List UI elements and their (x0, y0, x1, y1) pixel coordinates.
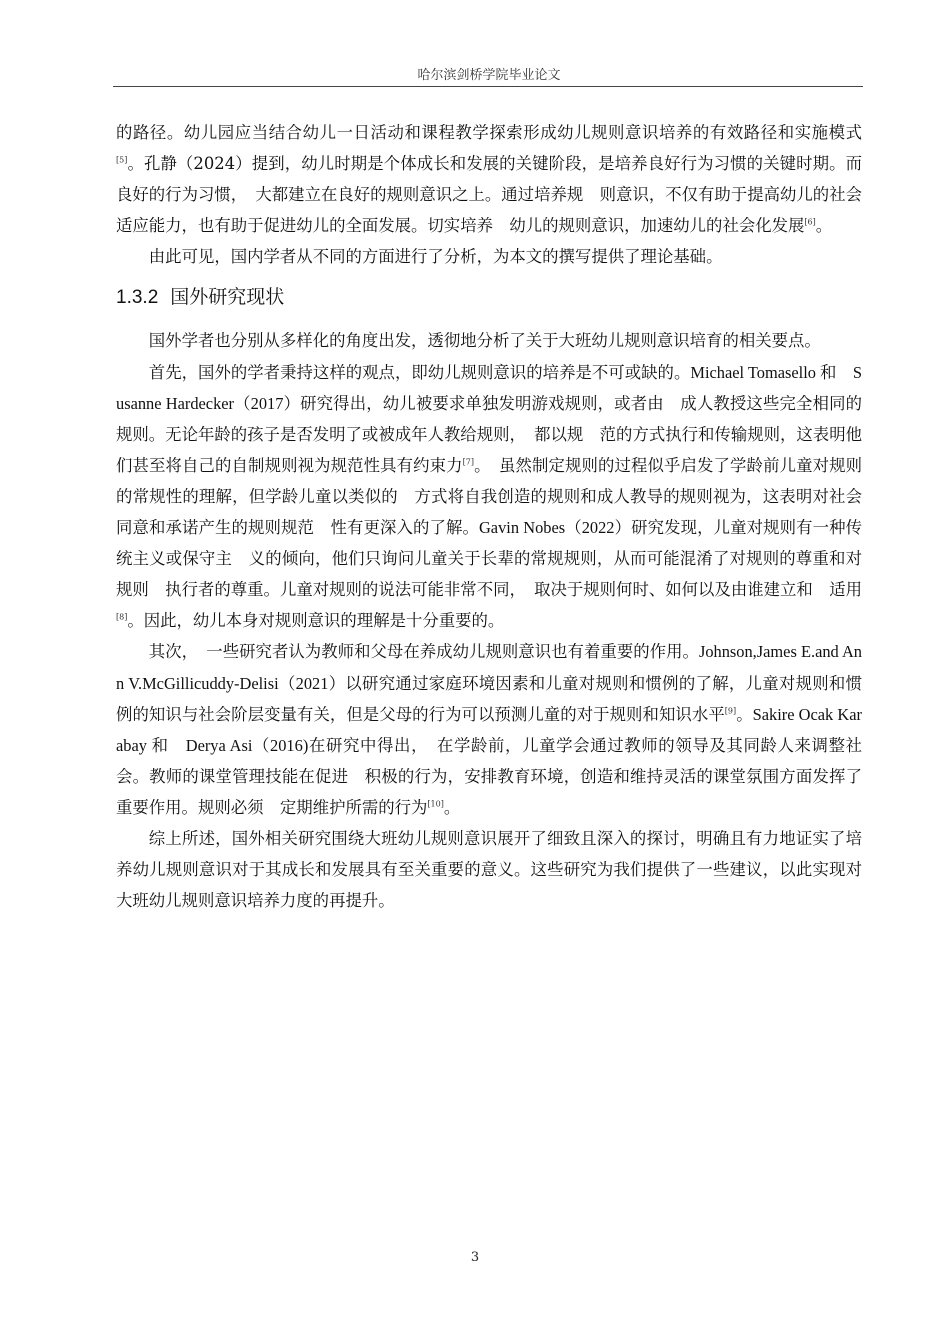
section-number: 1.3.2 (116, 287, 159, 309)
paragraph-summary-domestic: 由此可见，国内学者从不同的方面进行了分析，为本文的撰写提供了理论基础。 (148, 247, 723, 267)
citation-7: [7] (462, 457, 475, 467)
paragraph-text: 的路径。幼儿园应当结合幼儿一日活动和课程教学探索形成幼儿规则意识培养的有效路径和实施模式 (116, 123, 862, 142)
paragraph-conclusion: 综上所述，国外相关研究围绕大班幼儿规则意识展开了细致且深入的探讨，明确且有力地证实了培养幼儿规则意识对于其成长和发展具有至关重要的意义。这些研究为我们提供了一些建议，以此实现对大班幼儿规则意识培养力度的再提升。 (116, 828, 862, 911)
citation-5: [5] (116, 155, 128, 165)
citation-9: [9] (724, 706, 737, 716)
running-header: 哈尔滨剑桥学院毕业论文 (417, 68, 561, 83)
paragraph-second-point (116, 636, 862, 823)
paragraph-text: 。孔静（2024）提到，幼儿时期是个体成长和发展的关键阶段，是培养良好行为习惯的关键时期。而良好的行为习惯， 大都建立在良好的规则意识之上。通过培养规 则意识，不仅有助于提高幼儿的社会适应能力，也有助于促进幼儿的全面发展。切实培养 幼儿的规则意识，加速幼儿的社会化发展 (116, 154, 862, 236)
section-heading (116, 282, 862, 313)
paragraph-text: 首先，国外的学者秉持这样的观点，即幼儿规则意识的培养是不可或缺的。 (148, 362, 691, 382)
citation-8: [8] (116, 612, 128, 622)
paragraph-text: Johnson,James E.and Ann V.McGillicuddy-Delisi（2021）以研究通过家庭环境因素和儿童对规则和惯例的了解，儿童对规则和惯例的知识与社会阶层变量有关，但是父母的行为可以预测儿童的对于规则和知识水平 (116, 642, 862, 724)
paragraph-intro-foreign: 国外学者也分别从多样化的角度出发，透彻地分析了关于大班幼儿规则意识培育的相关要点。 (148, 331, 821, 351)
page-body (116, 117, 862, 916)
paragraph-text: 。因此，幼儿本身对规则意识的理解是十分重要的。 (127, 611, 505, 631)
paragraph-text: 。 虽然制定规则的过程似乎启发了学龄前儿童对规则的常规性的理解，但学龄儿童以类似的 方式将自我创造的规则和成人教导的规则视为，这表明对社会同意和承诺产生的规则规范 性有更深入的了解。Gavin Nobes（2022）研究发现，儿童对规则有一种传统主义或保守主 义的倾向，他们只询问儿童关于长辈的常规规则，从而可能混淆了对规则的尊重和对规则 执行者的尊重。儿童对规则的说法可能非常不同， 取决于规则何时、如何以及由谁建立和 适用 (116, 455, 862, 600)
section-title: 国外研究现状 (170, 286, 285, 309)
paragraph-text: Michael Tomasello 和 Susanne Hardecker（2017）研究得出，幼儿被要求单独发明游戏规则，或者由 成人教授这些完全相同的规则。无论年龄的孩子是否发明了或被成年人教给规则， 都以规 范的方式执行和传输规则，这表明他们甚至将自己的自制规则视为规范性具有约束力 (116, 362, 862, 475)
paragraph-first-point (116, 357, 862, 637)
paragraph-continuation (116, 117, 862, 241)
paragraph-text: 。 (815, 216, 833, 236)
paragraph-text: 。 (443, 797, 461, 817)
header-rule (113, 86, 863, 87)
paragraph-text: 。Sakire Ocak Karabay 和 Derya Asi（2016)在研究中得出， 在学龄前，儿童学会通过教师的领导及其同龄人来调整社会。教师的课堂管理技能在促进 积极的行为，安排教育环境，创造和维持灵活的课堂氛围方面发挥了重要作用。规则必须 定期维护所需的行为 (116, 704, 862, 817)
citation-6: [6] (804, 217, 816, 227)
paragraph-text: 其次， 一些研究者认为教师和父母在养成幼儿规则意识也有着重要的作用。 (148, 642, 699, 662)
citation-10: [10] (427, 799, 444, 809)
page-number: 3 (470, 1250, 480, 1265)
